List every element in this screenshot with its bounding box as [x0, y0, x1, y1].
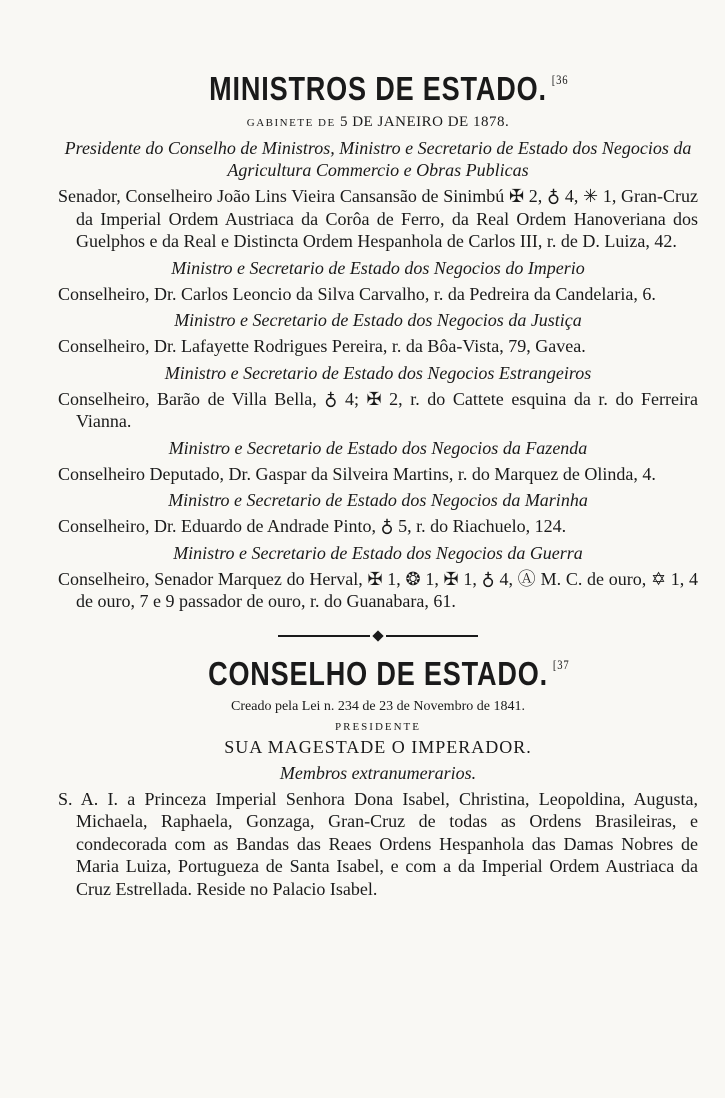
ministros-entry-1: [58, 257, 698, 306]
entry-text: Conselheiro Deputado, Dr. Gaspar da Silveira Martins, r. do Marquez de Olinda, 4.: [58, 463, 656, 484]
creado-line: Creado pela Lei n. 234 de 23 de Novembro de 1841.: [231, 698, 525, 714]
entry-heading: Ministro e Secretario de Estado dos Negocios da Guerra: [173, 542, 583, 563]
ministros-entry-2: [58, 309, 698, 358]
section-title-ministros: [116, 70, 641, 108]
presidente-name: SUA MAGESTADE O IMPERADOR.: [224, 736, 532, 757]
entry-text: Conselheiro, Dr. Eduardo de Andrade Pinto, ♁ 5, r. do Riachuelo, 124.: [58, 516, 567, 536]
document-page: [58, 70, 698, 904]
entry-heading: Ministro e Secretario de Estado dos Negocios da Marinha: [168, 490, 588, 510]
ministros-title-text: MINISTROS DE ESTADO.: [209, 70, 547, 107]
ministros-entry-5: [58, 489, 698, 538]
gabinete-line: [58, 114, 698, 131]
ministros-entry-4: [58, 437, 698, 486]
gabinete-prefix: GABINETE DE: [246, 117, 336, 129]
section-title-conselho: [116, 655, 641, 693]
entry-heading: Presidente do Conselho de Ministros, Ministro e Secretario de Estado dos Negocios da Agricultura Commercio e Obras Publicas: [64, 138, 692, 180]
ministros-ref: [36: [551, 72, 569, 87]
entry-heading: Ministro e Secretario de Estado dos Negocios da Justiça: [174, 310, 582, 330]
presidente-label: PRESIDENTE: [335, 720, 421, 733]
ministros-entry-0: [58, 137, 698, 253]
entry-heading: Ministro e Secretario de Estado dos Negocios do Imperio: [171, 257, 585, 278]
section-divider: [278, 635, 478, 637]
entry-text: Conselheiro, Dr. Lafayette Rodrigues Pereira, r. da Bôa-Vista, 79, Gavea.: [58, 336, 586, 356]
membros-label: Membros extranumerarios.: [279, 762, 477, 783]
entry-heading: Ministro e Secretario de Estado dos Negocios Estrangeiros: [164, 362, 592, 383]
entry-heading: Ministro e Secretario de Estado dos Negocios da Fazenda: [168, 437, 588, 458]
ministros-entry-3: [58, 362, 698, 433]
entry-text: Conselheiro, Barão de Villa Bella, ♁ 4; ✠ 2, r. do Cattete esquina da r. do Ferreira Vianna.: [58, 388, 698, 431]
entry-text: Conselheiro, Dr. Carlos Leoncio da Silva Carvalho, r. da Pedreira da Candelaria, 6.: [58, 283, 656, 304]
conselho-ref: [37: [552, 656, 570, 672]
membro-text: S. A. I. a Princeza Imperial Senhora Dona Isabel, Christina, Leopoldina, Augusta, Michaela, Raphaela, Gonzaga, Gran-Cruz de todas as Ordens Brasileiras, e condecorada com as Bandas das Reaes Ordens Hespanhola das Damas Nobres de Maria Luiza, Portugueza de Santa Isabel, e com a da Imperial Ordem Austriaca da Cruz Estrellada. Reside no Palacio Isabel.: [58, 788, 698, 899]
entry-text: Senador, Conselheiro João Lins Vieira Cansansão de Sinimbú ✠ 2, ♁ 4, ✳ 1, Gran-Cruz da Imperial Ordem Austriaca da Corôa de Ferro, da Real Ordem Hanoveriana dos Guelphos e da Real e Distincta Ordem Hespanhola de Carlos III, r. de D. Luiza, 42.: [58, 186, 698, 251]
entry-text: Conselheiro, Senador Marquez do Herval, ✠ 1, ❂ 1, ✠ 1, ♁ 4, Ⓐ M. C. de ouro, ✡ 1, 4 de ouro, 7 e 9 passador de ouro, r. do Guanabara, 61.: [58, 568, 698, 611]
gabinete-date: 5 DE JANEIRO DE 1878.: [339, 114, 510, 130]
conselho-title-text: CONSELHO DE ESTADO.: [208, 654, 548, 692]
ministros-entry-6: [58, 542, 698, 613]
